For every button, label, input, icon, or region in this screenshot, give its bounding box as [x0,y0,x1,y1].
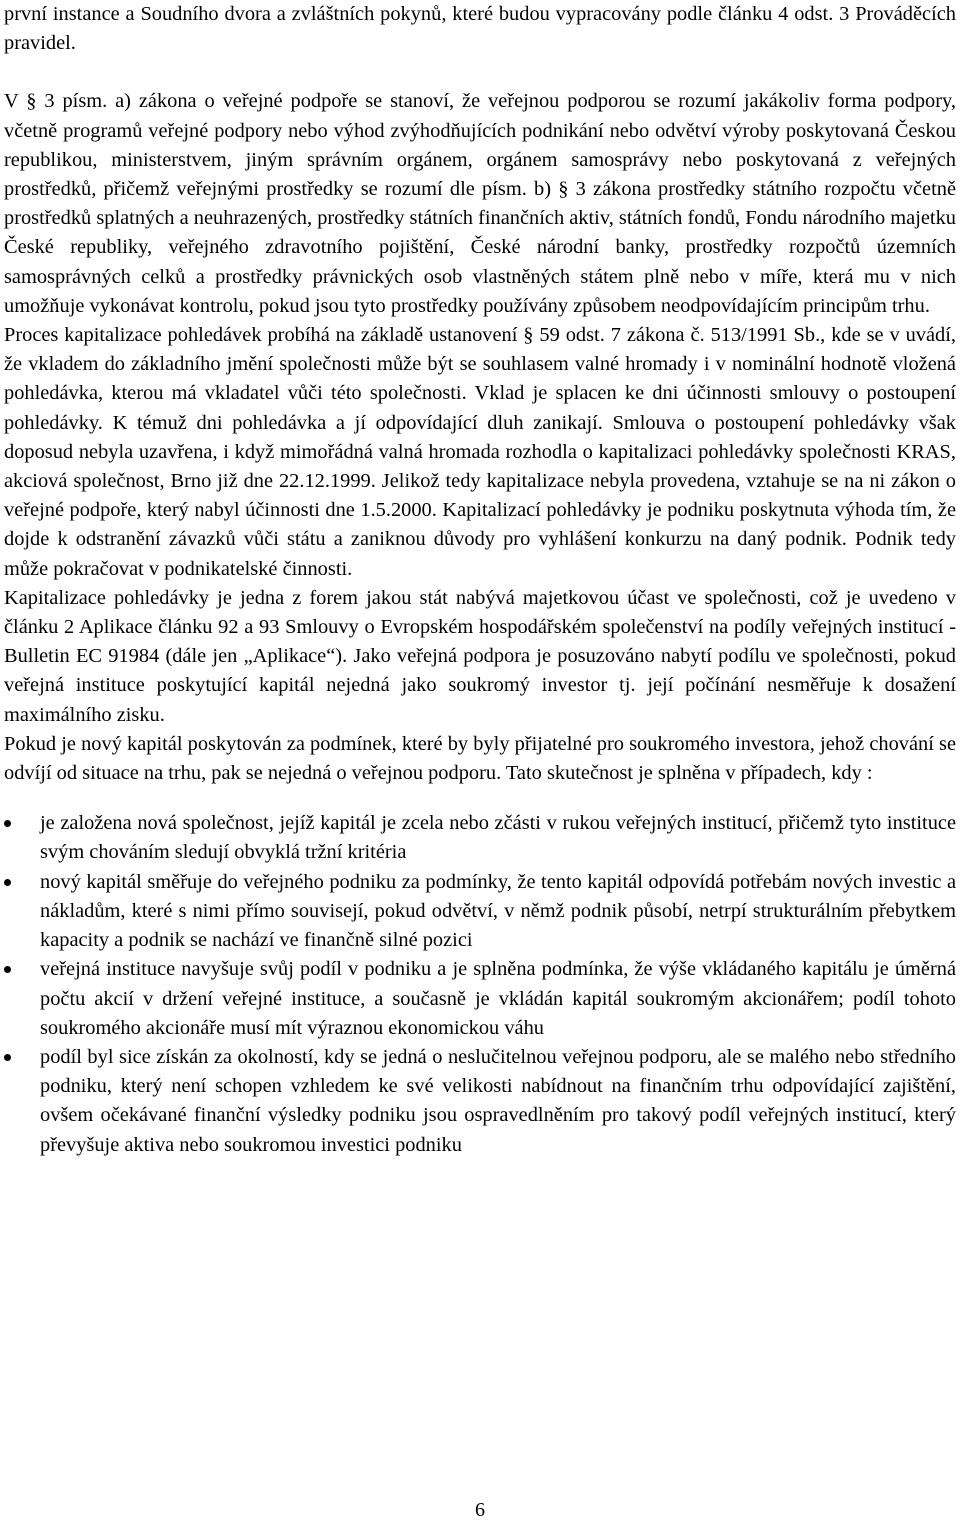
list-item [4,1043,956,1160]
list-item-text: nový kapitál směřuje do veřejného podniku za podmínky, že tento kapitál odpovídá potřebám nových investic a nákladům, které s nimi přímo souvisejí, pokud odvětví, v němž podnik působí, netrpí strukturálním přebytkem kapacity a podnik se nachází ve finančně silné pozici [40,870,956,952]
paragraph-gap [4,58,956,87]
list-item-text: je založena nová společnost, jejíž kapitál je zcela nebo zčásti v rukou veřejných institucí, přičemž tyto instituce svým chováním sledují obvyklá tržní kritéria [40,812,956,864]
list-item [4,809,956,867]
list-item-text: veřejná instituce navyšuje svůj podíl v podniku a je splněna podmínka, že výše vkládaného kapitálu je úměrná počtu akcií v držení veřejné instituce, a současně je vkládán kapitál soukromým akcionářem; podíl tohoto soukromého akcionáře musí mít výraznou ekonomickou váhu [40,958,956,1039]
page-number: 6 [475,1499,485,1521]
list-item [4,868,956,956]
paragraph-definition: V § 3 písm. a) zákona o veřejné podpoře se stanoví, že veřejnou podporou se rozumí jakákoliv forma podpory, včetně programů veřejné podpory nebo výhod zvýhodňujících podnikání nebo odvětví výroby poskytovaná Českou republikou, ministerstvem, jiným správním orgánem, orgánem samosprávy nebo poskytovaná z veřejných prostředků, přičemž veřejnými prostředky se rozumí dle písm. b) § 3 zákona prostředky státního rozpočtu včetně prostředků splatných a neuhrazených, prostředky státních finančních aktiv, státních fondů, Fondu národního majetku České republiky, veřejného zdravotního pojištění, České národní banky, prostředky rozpočtů územních samosprávných celků a prostředky právnických osob vlastněných státem plně nebo v míře, která mu v nich umožňuje vykonávat kontrolu, pokud jsou tyto prostředky používány způsobem neodpovídajícím principům trhu. [4,90,956,317]
bullet-icon [4,879,11,886]
list-item [4,955,956,1043]
paragraph-top: první instance a Soudního dvora a zvláštních pokynů, které budou vypracovány podle článku 4 odst. 3 Prováděcích pravidel. [4,3,956,55]
list-item-text: podíl byl sice získán za okolností, kdy se jedná o neslučitelnou veřejnou podporu, ale se malého nebo středního podniku, který není schopen vzhledem ke své velikosti nabídnout na finančním trhu odpovídající zajištění, ovšem očekávané finanční výsledky podniku jsou ospravedlněním pro takový podíl veřejných institucí, který převyšuje aktiva nebo soukromou investici podniku [40,1045,956,1156]
paragraph-capitalization: Proces kapitalizace pohledávek probíhá na základě ustanovení § 59 odst. 7 zákona č. 513/1991 Sb., kde se v uvádí, že vkladem do základního jmění společnosti může být se souhlasem valné hromady i v nominální hodnotě vložená pohledávka, kterou má vkladatel vůči této společnosti. Vklad je splacen ke dni účinnosti smlouvy o postoupení pohledávky. K témuž dni pohledávka a jí odpovídající dluh zanikají. Smlouva o postoupení pohledávky však doposud nebyla uzavřena, i když mimořádná valná hromada rozhodla o kapitalizaci pohledávky společnosti KRAS, akciová společnost, Brno již dne 22.12.1999. Jelikož tedy kapitalizace nebyla provedena, vztahuje se na ni zákon o veřejné podpoře, který nabyl účinnosti dne 1.5.2000. Kapitalizací pohledávky je podniku poskytnuta výhoda tím, že dojde k odstranění závazků vůči státu a zaniknou důvody pro vyhlášení konkurzu na daný podnik. Podnik tedy může pokračovat v podnikatelské činnosti. [4,324,956,580]
paragraph-form: Kapitalizace pohledávky je jedna z forem jakou stát nabývá majetkovou účast ve společnosti, což je uvedeno v článku 2 Aplikace článku 92 a 93 Smlouvy o Evropském hospodářském společenství na podíly veřejných institucí - Bulletin EC 91984 (dále jen „Aplikace“). Jako veřejná podpora je posuzováno nabytí podílu ve společnosti, pokud veřejná instituce poskytující kapitál nejedná jako soukromý investor tj. její počínání nesměřuje k dosažení maximálního zisku. [4,586,956,726]
bullet-icon [4,820,11,827]
bullet-icon [4,1054,11,1061]
bullet-icon [4,966,11,973]
paragraph-investor: Pokud je nový kapitál poskytován za podmínek, které by byly přijatelné pro soukromého investora, jehož chování se odvíjí od situace na trhu, pak se nejedná o veřejnou podporu. Tato skutečnost je splněna v případech, kdy : [4,732,956,785]
document-page [4,0,956,1160]
conditions-list [4,809,956,1159]
